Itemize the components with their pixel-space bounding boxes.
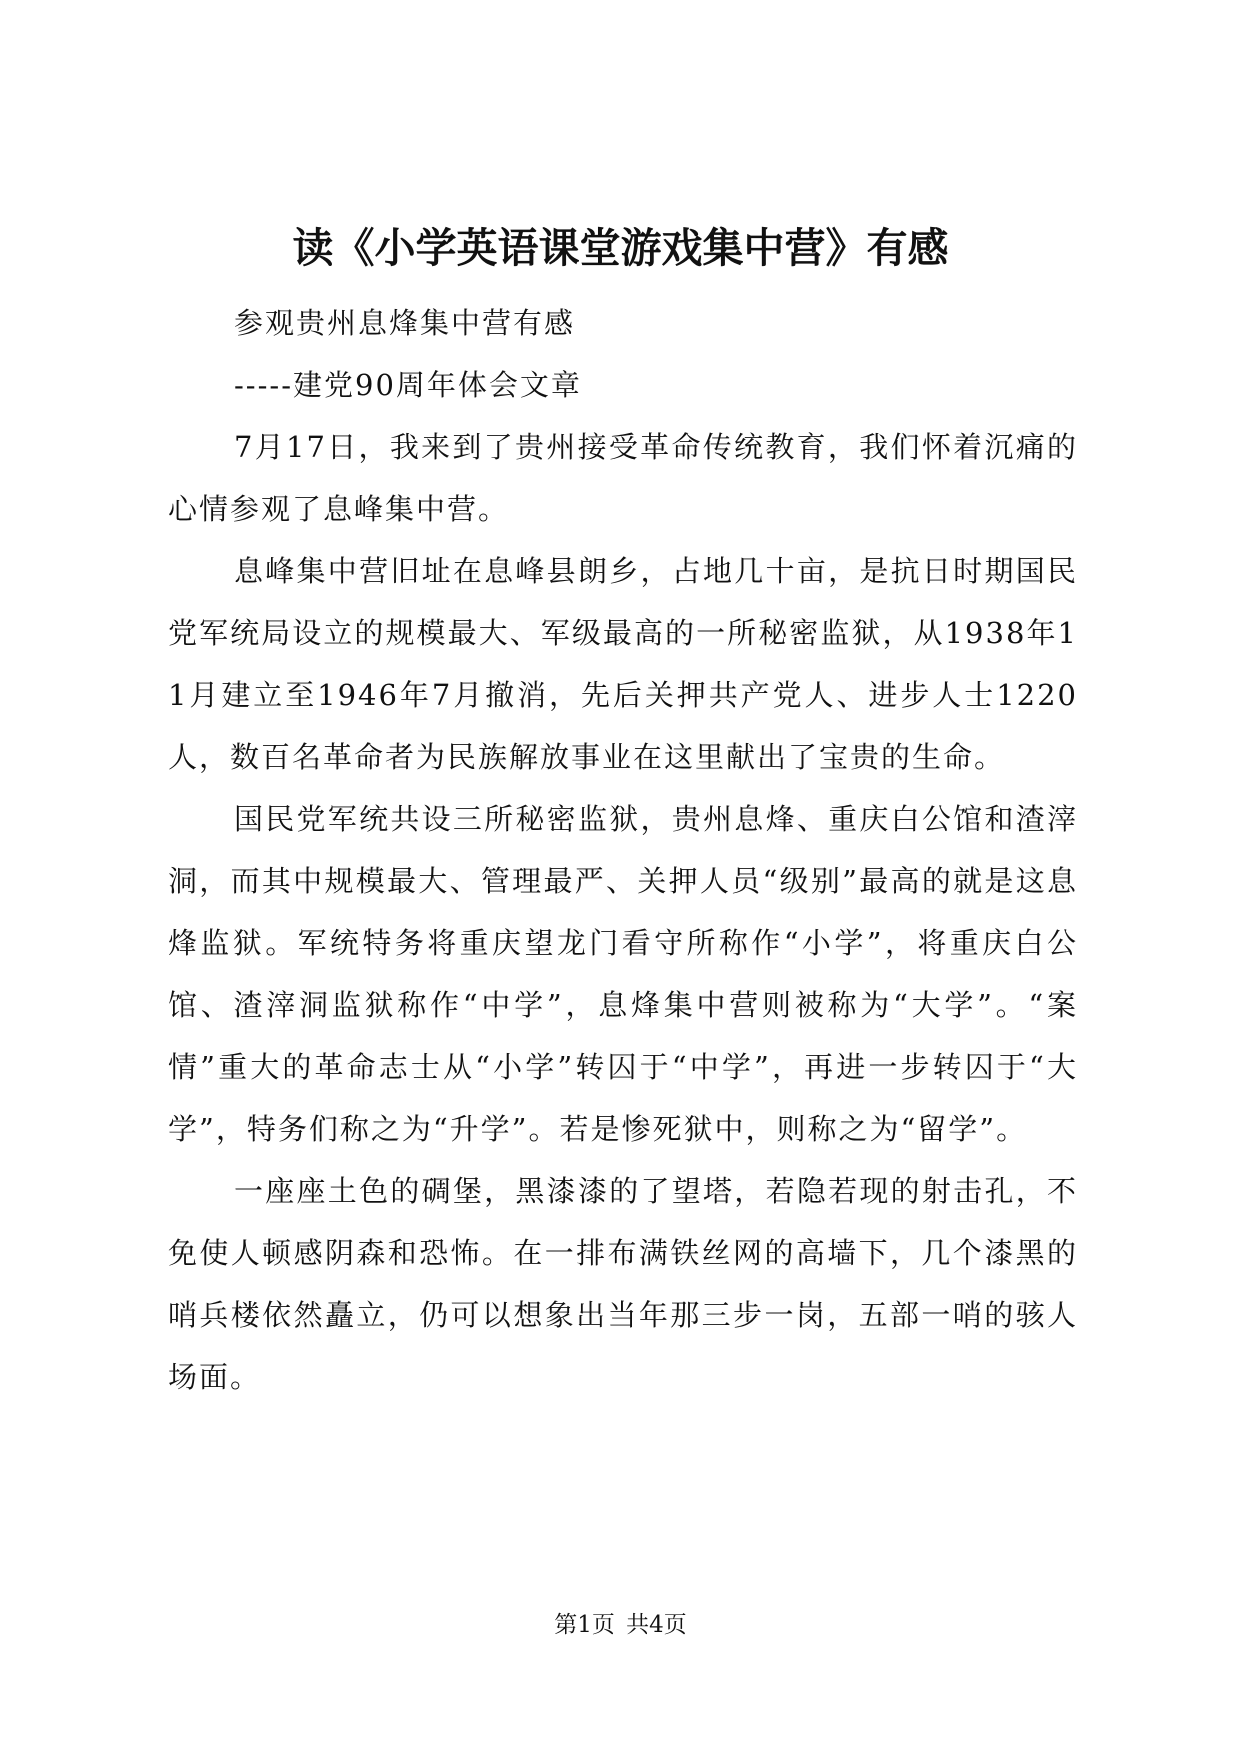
body-paragraph: 一座座土色的碉堡，黑漆漆的了望塔，若隐若现的射击孔，不免使人顿感阴森和恐怖。在一排布满铁丝网的高墙下，几个漆黑的哨兵楼依然矗立，仍可以想象出当年那三步一岗，五部一哨的骇人场面。 <box>168 1174 1078 1394</box>
body-paragraph: 7月17日，我来到了贵州接受革命传统教育，我们怀着沉痛的心情参观了息峰集中营。 <box>168 430 1078 526</box>
document-body <box>168 292 1078 1408</box>
subtitle-paragraph: 参观贵州息烽集中营有感 <box>234 306 576 340</box>
document-title: 读《小学英语课堂游戏集中营》有感 <box>292 224 949 272</box>
page-number: 第1页 <box>554 1612 615 1638</box>
subtitle-note-paragraph: -----建党90周年体会文章 <box>234 368 582 402</box>
body-paragraph: 国民党军统共设三所秘密监狱，贵州息烽、重庆白公馆和渣滓洞，而其中规模最大、管理最严、关押人员“级别”最高的就是这息烽监狱。军统特务将重庆望龙门看守所称作“小学”，将重庆白公馆、渣滓洞监狱称作“中学”，息烽集中营则被称为“大学”。“案情”重大的革命志士从“小学”转囚于“中学”，再进一步转囚于“大学”，特务们称之为“升学”。若是惨死狱中，则称之为“留学”。 <box>168 802 1078 1146</box>
page-footer <box>0 1610 1241 1640</box>
body-paragraph: 息峰集中营旧址在息峰县朗乡，占地几十亩，是抗日时期国民党军统局设立的规模最大、军级最高的一所秘密监狱，从1938年11月建立至1946年7月撤消，先后关押共产党人、进步人士1220人，数百名革命者为民族解放事业在这里献出了宝贵的生命。 <box>168 554 1078 774</box>
page-total: 共4页 <box>626 1612 687 1638</box>
